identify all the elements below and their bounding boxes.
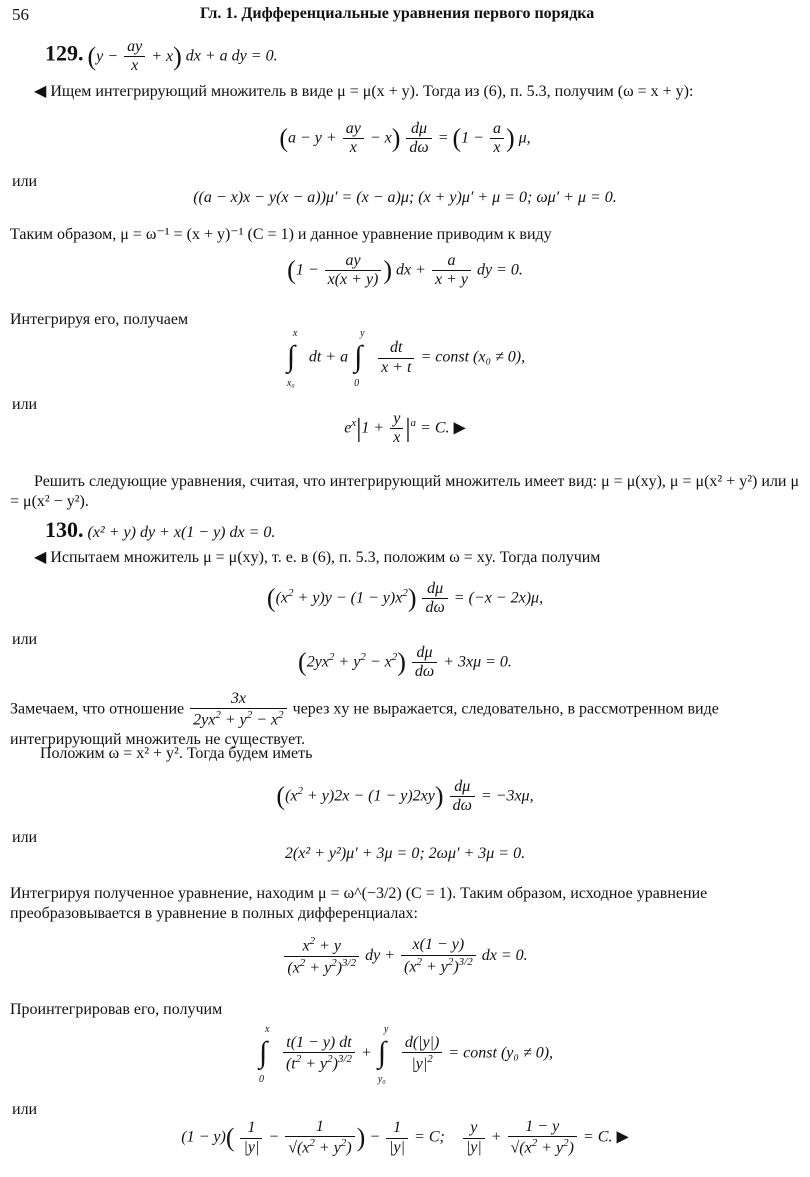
paragraph: Интегрируя полученное уравнение, находим μ = ω^(−3/2) (C = 1). Таким образом, исходное уравнение преобразовывается в уравнение в полных дифференциалах: xyxy=(10,885,708,922)
paragraph: Таким образом, μ = ω⁻¹ = (x + y)⁻¹ (C = 1) и данное уравнение приводим к виду xyxy=(10,226,552,243)
word-ili: или xyxy=(12,173,38,190)
equation: $(2yx^2 + y^2 - x^2)$ $\frac{d\mu}{d\omega}$ + 3xμ = 0. xyxy=(298,644,512,681)
instruction: Решить следующие уравнения, считая, что интегрирующий множитель имеет вид: μ = μ(xy), μ = μ(x² + y²) или μ = μ(x² − y²). xyxy=(10,473,800,510)
solution-end-icon: ▶ xyxy=(616,1128,629,1146)
paragraph: Проинтегрировав его, получим xyxy=(10,1001,223,1018)
equation: $((x^2 + y)y - (1 - y)x^2)$ $\frac{d\mu}{d\omega}$ = (−x − 2x)μ, xyxy=(266,580,544,617)
paragraph: Интегрируя его, получаем xyxy=(10,311,189,328)
solution-end-icon: ▶ xyxy=(453,419,466,437)
equation: ∫ x x₀ dt + a ∫ y 0 $\frac{dt}{x + t}$ = const (x₀ ≠ 0), xyxy=(286,328,526,389)
paragraph: Положим ω = x² + y². Тогда будем иметь xyxy=(40,745,313,762)
problem-130-statement: 130. (x² + y) dy + x(1 − y) dx = 0. xyxy=(45,517,276,542)
problem-129-statement: 129. (y − $\frac{ay}{x}$ + x) dx + a dy = 0. xyxy=(45,38,278,75)
solution-intro: ◀ Ищем интегрирующий множитель в виде μ = μ(x + y). Тогда из (6), п. 5.3, получим (ω = x + y): xyxy=(34,83,694,100)
problem-number: 129. xyxy=(45,40,84,66)
running-title: Гл. 1. Дифференциальные уравнения первого порядка xyxy=(200,5,595,22)
problem-number: 130. xyxy=(45,517,84,542)
equation: (1 − y)( $\frac{1}{|y|}$ − $\frac{1}{√(x^2 + y^2)}$ ) − $\frac{1}{|y|}$ = C; $\frac{y}{|y|}$ + $\frac{1 - y}{√(x^2 + y^2)}$ = C. ▶ xyxy=(181,1118,629,1157)
solution-intro: ◀ Испытаем множитель μ = μ(xy), т. е. в (6), п. 5.3, положим ω = xy. Тогда получим xyxy=(34,549,601,566)
equation: (a − y + $\frac{ay}{x}$ − x) $\frac{d\mu}{d\omega}$ = (1 − $\frac{a}{x}$ ) μ, xyxy=(279,120,531,157)
equation: ∫ x 0 $\frac{t(1 - y) dt}{(t^2 + y^2)^{3/2}}$ + ∫ y y₀ $\frac{d(|y|)}{|y|^2}$ = const (y₀ ≠ 0), xyxy=(258,1024,554,1086)
word-ili: или xyxy=(12,1101,38,1118)
page-number: 56 xyxy=(12,5,29,24)
equation: (1 − $\frac{ay}{x(x + y)}$ ) dx + $\frac{a}{x + y}$ dy = 0. xyxy=(287,252,523,289)
solution-start-icon: ◀ xyxy=(34,83,47,100)
equation: $e^x|1$ + $\frac{y}{x}$ $|^a = C$. ▶ xyxy=(344,410,466,447)
word-ili: или xyxy=(12,396,38,413)
equation: $\frac{x^2 + y}{(x^2 + y^2)^{3/2}}$ dy + $\frac{x(1 - y)}{(x^2 + y^2)^{3/2}}$ dx = 0. xyxy=(0,935,810,977)
word-ili: или xyxy=(12,631,38,648)
word-ili: или xyxy=(12,829,38,846)
equation: ((a − x)x − y(x − a))μ′ = (x − a)μ; (x + y)μ′ + μ = 0; ωμ′ + μ = 0. xyxy=(193,189,617,206)
solution-start-icon: ◀ xyxy=(34,549,47,566)
remark: Замечаем, что отношение $\frac{3x}{2yx^2 + y^2 - x^2}$ через xy не выражается, следовательно, в рассмотренном виде интегрирующий множитель не существует. xyxy=(10,690,719,749)
equation: 2(x² + y²)μ′ + 3μ = 0; 2ωμ′ + 3μ = 0. xyxy=(284,845,526,862)
equation: $((x^2 + y)2x - (1 - y)2xy)$ $\frac{d\mu}{d\omega}$ = −3xμ, xyxy=(276,778,534,815)
